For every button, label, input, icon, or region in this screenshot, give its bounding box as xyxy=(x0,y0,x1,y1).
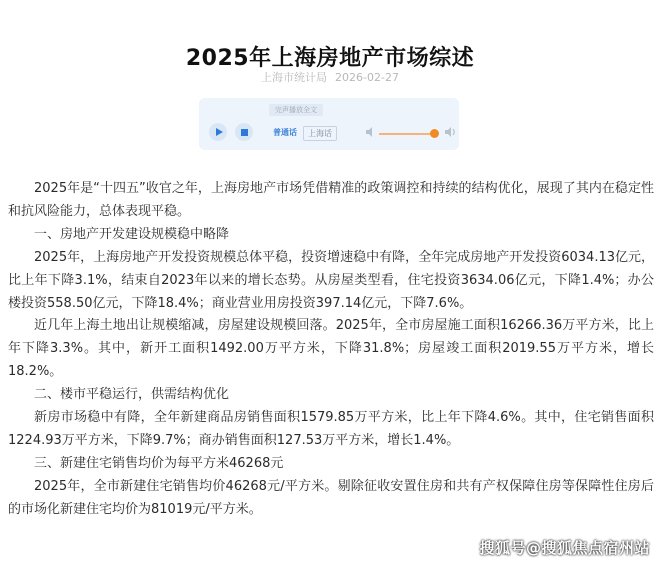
stop-icon xyxy=(241,129,248,136)
body-paragraph: 近几年上海土地出让规模缩减，房屋建设规模回落。2025年，全市房屋施工面积16266.36万平方米，比上年下降3.3%。其中，新开工面积1492.00万平方米，下降31.8%；房屋竣工面积2019.55万平方米，增长18.2%。 xyxy=(8,318,654,380)
player-hint: 完声播放全文 xyxy=(269,104,323,116)
body-paragraph: 新房市场稳中有降，全年新建商品房销售面积1579.85万平方米，比上年下降4.6%。其中，住宅销售面积1224.93万平方米，下降9.7%；商办销售面积127.53万平方米，增长1.4%。 xyxy=(8,410,654,448)
lang-shanghainese-button[interactable]: 上海话 xyxy=(303,126,337,141)
lang-mandarin-button[interactable]: 普通话 xyxy=(273,128,297,137)
play-icon xyxy=(216,128,223,136)
article-date: 2026-02-27 xyxy=(335,71,399,84)
section-heading-3: 三、新建住宅销售均价为每平方米46268元 xyxy=(34,455,284,471)
body-paragraph: 2025年，全市新建住宅销售均价46268元/平方米。剔除征收安置住房和共有产权保障住房等保障性住房后的市场化新建住宅均价为81019元/平方米。 xyxy=(8,478,654,517)
watermark: 搜狐号@搜狐焦点宿州站 xyxy=(479,539,650,557)
section-heading-2: 二、楼市平稳运行，供需结构优化 xyxy=(34,387,230,403)
volume-high-icon[interactable] xyxy=(444,126,456,138)
article-meta xyxy=(0,69,660,85)
volume-low-icon[interactable] xyxy=(365,126,377,138)
body-paragraph: 2025年，上海房地产开发投资规模总体平稳，投资增速稳中有降，全年完成房地产开发投资6034.13亿元，比上年下降3.1%，结束自2023年以来的增长态势。从房屋类型看，住宅投资3634.06亿元，下降1.4%；办公楼投资558.50亿元，下降18.4%；商业营业用房投资397.14亿元，下降7.6%。 xyxy=(8,249,654,311)
volume-slider-knob[interactable] xyxy=(430,129,439,138)
page-title: 2025年上海房地产市场综述 xyxy=(185,45,475,71)
volume-slider-track[interactable] xyxy=(379,133,437,135)
intro-paragraph: 2025年是“十四五”收官之年，上海房地产市场凭借精准的政策调控和持续的结构优化，展现了其内在稳定性和抗风险能力，总体表现平稳。 xyxy=(8,181,654,219)
play-button[interactable] xyxy=(209,123,227,141)
article-source: 上海市统计局 xyxy=(261,71,328,84)
stop-button[interactable] xyxy=(235,123,253,141)
article-body xyxy=(8,178,654,522)
section-heading-1: 一、房地产开发建设规模稳中略降 xyxy=(34,226,230,242)
audio-player xyxy=(199,98,459,150)
